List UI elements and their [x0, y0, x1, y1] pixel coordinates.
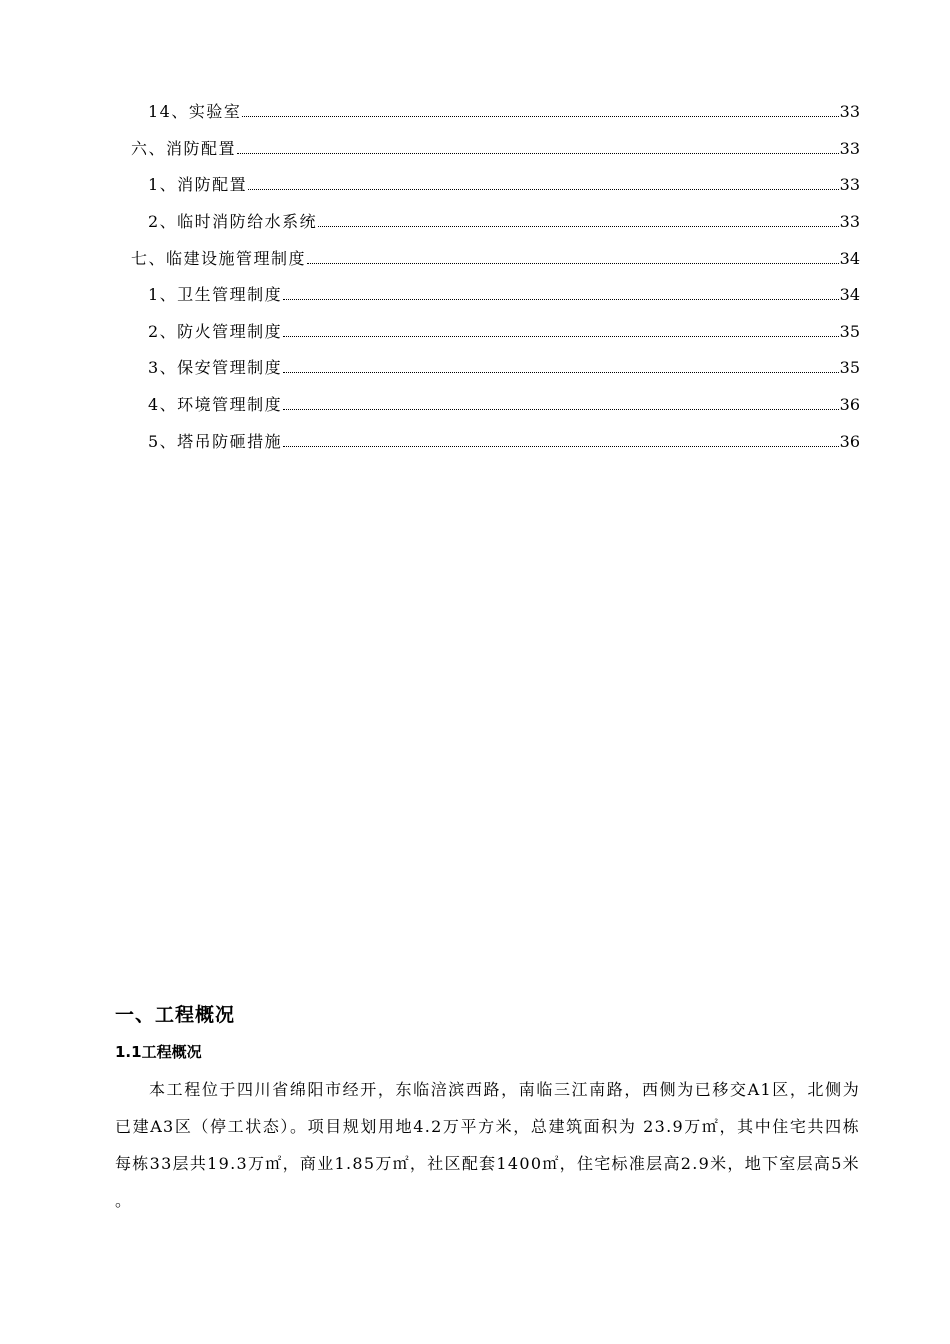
- toc-entry-page: 35: [839, 358, 860, 377]
- toc-dot-leader: [283, 336, 838, 337]
- toc-dot-leader: [283, 446, 838, 447]
- toc-dot-leader: [237, 153, 839, 154]
- toc-dot-leader: [307, 263, 839, 264]
- toc-entry[interactable]: [148, 394, 860, 416]
- toc-dot-leader: [318, 226, 838, 227]
- toc-entry-label: 14、实验室: [148, 102, 242, 121]
- toc-entry[interactable]: [148, 174, 860, 196]
- toc-entry-page: 34: [839, 285, 860, 304]
- toc-entry-page: 36: [839, 395, 860, 414]
- toc-entry[interactable]: [148, 357, 860, 379]
- toc-dot-leader: [283, 299, 838, 300]
- toc-entry[interactable]: [148, 211, 860, 233]
- toc-entry-page: 35: [839, 322, 860, 341]
- toc-entry-label: 5、塔吊防砸措施: [148, 432, 283, 451]
- toc-entry[interactable]: [131, 248, 860, 270]
- toc-entry-page: 36: [839, 432, 860, 451]
- toc-dot-leader: [283, 409, 838, 410]
- toc-entry-label: 六、消防配置: [131, 139, 237, 158]
- toc-entry-label: 1、卫生管理制度: [148, 285, 283, 304]
- section-subheading: 1.1工程概况: [115, 1043, 202, 1061]
- toc-entry-page: 34: [839, 249, 860, 268]
- toc-entry-label: 1、消防配置: [148, 175, 248, 194]
- toc-entry[interactable]: [131, 138, 860, 160]
- toc-entry[interactable]: [148, 284, 860, 306]
- toc-entry-label: 2、防火管理制度: [148, 322, 283, 341]
- body-paragraph: 本工程位于四川省绵阳市经开，东临涪滨西路，南临三江南路，西侧为已移交A1区，北侧为已建A3区（停工状态）。项目规划用地4.2万平方米，总建筑面积为 23.9万㎡，其中住宅共四栋每栋33层共19.3万㎡，商业1.85万㎡，社区配套1400㎡，住宅标准层高2.9米，地下室层高5米 。: [115, 1080, 860, 1210]
- toc-dot-leader: [283, 372, 838, 373]
- toc-entry[interactable]: [148, 431, 860, 453]
- toc-entry-page: 33: [839, 102, 860, 121]
- toc-entry-label: 2、临时消防给水系统: [148, 212, 318, 231]
- toc-dot-leader: [248, 189, 838, 190]
- toc-entry-page: 33: [839, 175, 860, 194]
- toc-dot-leader: [242, 116, 838, 117]
- toc-entry-page: 33: [839, 212, 860, 231]
- toc-entry[interactable]: [148, 101, 860, 123]
- toc-entry-label: 4、环境管理制度: [148, 395, 283, 414]
- section-heading: 一、工程概况: [115, 1004, 236, 1026]
- toc-entry-page: 33: [839, 139, 860, 158]
- toc-entry[interactable]: [148, 321, 860, 343]
- toc-entry-label: 3、保安管理制度: [148, 358, 283, 377]
- toc-entry-label: 七、临建设施管理制度: [131, 249, 307, 268]
